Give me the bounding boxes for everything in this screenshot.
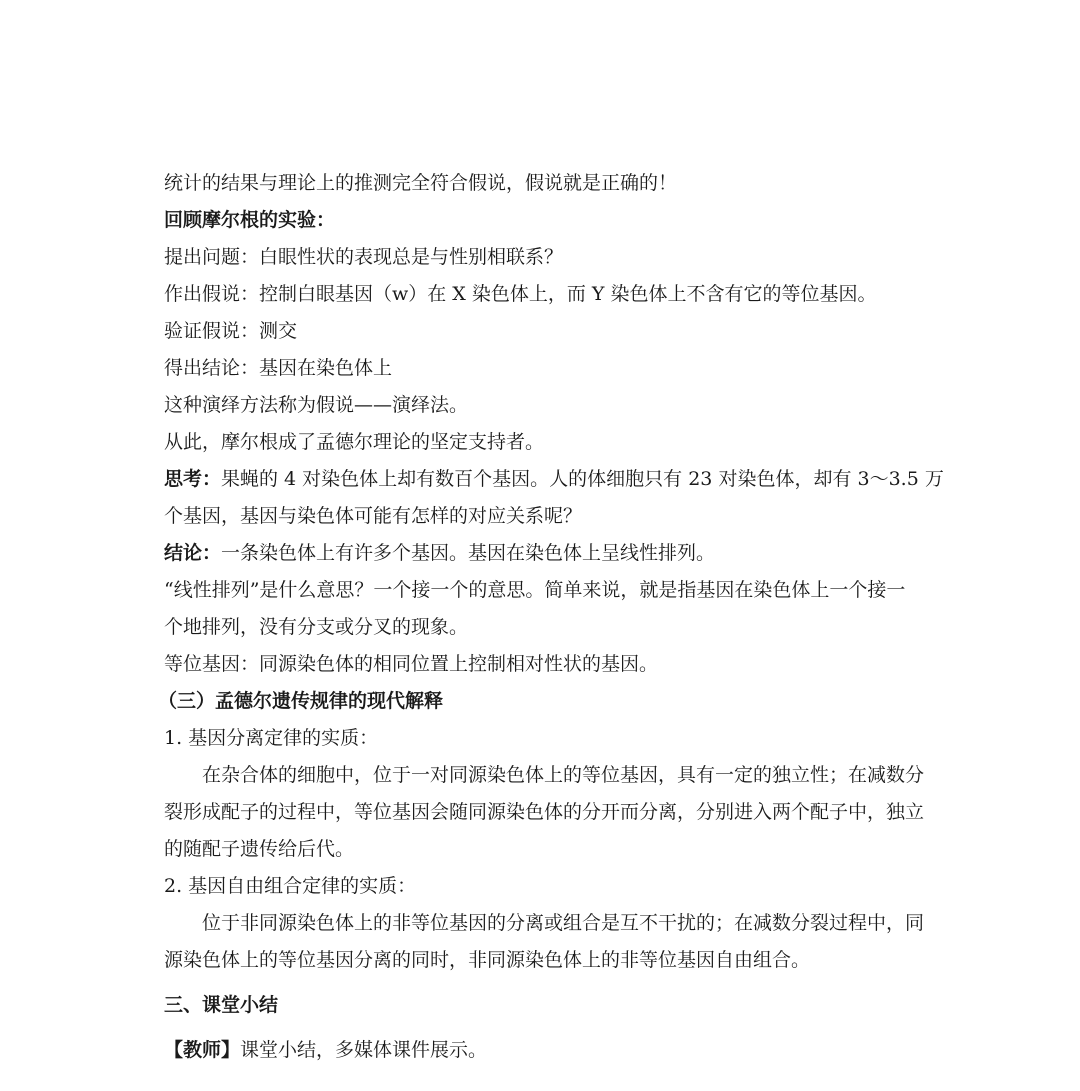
subheading: 2. 基因自由组合定律的实质： — [164, 875, 417, 897]
conclusion-label: 结论： — [164, 542, 222, 564]
text-line: 统计的结果与理论上的推测完全符合假说，假说就是正确的！ — [164, 172, 678, 194]
section-heading: 回顾摩尔根的实验： — [164, 209, 336, 231]
text-line: 裂形成配子的过程中，等位基因会随同源染色体的分开而分离，分别进入两个配子中，独立 — [164, 801, 925, 823]
text-line: 这种演绎方法称为假说——演绎法。 — [164, 394, 469, 416]
text-line: 的随配子遗传给后代。 — [164, 838, 355, 860]
text-line: 等位基因：同源染色体的相同位置上控制相对性状的基因。 — [164, 653, 659, 675]
teacher-paragraph: 【教师】课堂小结，多媒体课件展示。 — [164, 1039, 488, 1061]
text-line: 位于非同源染色体上的非等位基因的分离或组合是互不干扰的；在减数分裂过程中，同 — [202, 912, 925, 934]
text-line: 作出假说：控制白眼基因（w）在 X 染色体上，而 Y 染色体上不含有它的等位基因。 — [164, 283, 877, 305]
text-line: 验证假说：测交 — [164, 320, 298, 342]
text-line: 得出结论：基因在染色体上 — [164, 357, 393, 379]
subheading: 1. 基因分离定律的实质： — [164, 727, 379, 749]
text-line: 从此，摩尔根成了孟德尔理论的坚定支持者。 — [164, 431, 545, 453]
text-line: “线性排列”是什么意思？一个接一个的意思。简单来说，就是指基因在染色体上一个接一 — [164, 579, 906, 601]
think-paragraph: 思考：果蝇的 4 对染色体上却有数百个基因。人的体细胞只有 23 对染色体，却有 3～3.5 万 — [164, 468, 944, 490]
text-line: 个地排列，没有分支或分叉的现象。 — [164, 616, 469, 638]
section-heading: （三）孟德尔遗传规律的现代解释 — [158, 690, 444, 712]
text-line: 在杂合体的细胞中，位于一对同源染色体上的等位基因，具有一定的独立性；在减数分 — [202, 764, 925, 786]
think-label: 思考： — [164, 468, 222, 490]
text-line: 个基因，基因与染色体可能有怎样的对应关系呢？ — [164, 505, 583, 527]
document-body — [158, 165, 944, 1069]
section-heading: 三、课堂小结 — [164, 994, 279, 1016]
text-line: 源染色体上的等位基因分离的同时，非同源染色体上的非等位基因自由组合。 — [164, 949, 811, 971]
text-line: 提出问题：白眼性状的表现总是与性别相联系？ — [164, 246, 564, 268]
teacher-label: 【教师】 — [164, 1039, 241, 1061]
conclusion-paragraph: 结论：一条染色体上有许多个基因。基因在染色体上呈线性排列。 — [164, 542, 716, 564]
